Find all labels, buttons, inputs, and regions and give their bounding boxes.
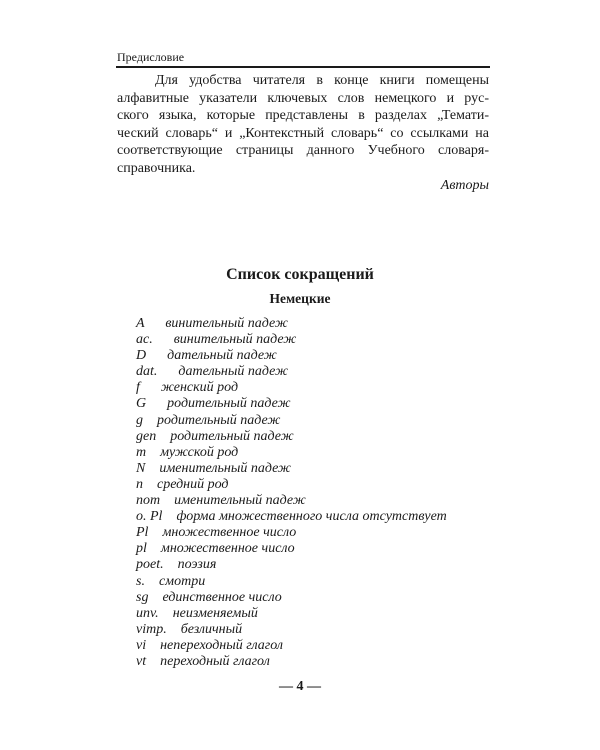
abbreviation-meaning: смотри bbox=[158, 573, 206, 589]
abbreviation-meaning: винительный падеж bbox=[173, 332, 297, 348]
abbreviation-gap bbox=[156, 429, 170, 444]
abbreviation-entry bbox=[136, 316, 447, 332]
abbreviation-gap bbox=[145, 574, 159, 589]
abbreviation-term: o. Pl bbox=[136, 509, 163, 525]
preface-paragraph bbox=[117, 72, 489, 177]
abbreviation-term: gen bbox=[136, 428, 157, 444]
abbreviation-entry bbox=[136, 606, 447, 622]
abbreviation-gap bbox=[145, 461, 159, 476]
preface-signature: Авторы bbox=[440, 178, 489, 193]
abbreviation-term: pl bbox=[136, 541, 147, 557]
abbreviation-entry bbox=[136, 590, 447, 606]
abbreviation-meaning: дательный падеж bbox=[167, 348, 277, 364]
header-rule bbox=[116, 66, 490, 68]
abbreviation-entry bbox=[136, 622, 447, 638]
abbreviation-gap bbox=[153, 332, 174, 347]
abbreviation-meaning: родительный падеж bbox=[167, 396, 291, 412]
abbreviation-meaning: форма множественного числа отсутствует bbox=[176, 509, 447, 525]
abbreviation-gap bbox=[162, 509, 176, 524]
abbreviation-entry bbox=[136, 396, 447, 412]
abbreviation-term: vi bbox=[136, 637, 147, 653]
abbreviation-term: s. bbox=[136, 573, 145, 589]
abbreviation-meaning: мужской род bbox=[160, 444, 239, 460]
abbreviation-term: ac. bbox=[136, 332, 153, 348]
abbreviation-gap bbox=[144, 316, 165, 331]
abbreviation-gap bbox=[157, 364, 178, 379]
abbreviation-term: vt bbox=[136, 653, 147, 669]
abbreviation-gap bbox=[146, 348, 167, 363]
abbreviation-meaning: родительный падеж bbox=[157, 412, 281, 428]
page-number: — 4 — bbox=[279, 679, 321, 694]
abbreviation-meaning: множественное число bbox=[162, 525, 297, 541]
abbreviation-term: vimp. bbox=[136, 621, 167, 637]
preface-line: Для удобства читателя в конце книги помещены bbox=[155, 73, 489, 88]
abbreviation-entry bbox=[136, 574, 447, 590]
abbreviation-meaning: дательный падеж bbox=[178, 364, 288, 380]
abbreviation-entry bbox=[136, 445, 447, 461]
abbreviation-meaning: безличный bbox=[180, 621, 243, 637]
abbreviation-gap bbox=[146, 445, 160, 460]
abbreviation-entry bbox=[136, 638, 447, 654]
preface-line: соответствующие страницы данного Учебного словаря- bbox=[117, 143, 489, 158]
abbreviation-term: dat. bbox=[136, 364, 158, 380]
abbreviation-term: poet. bbox=[136, 557, 164, 573]
abbreviation-gap bbox=[159, 606, 173, 621]
abbreviation-meaning: множественное число bbox=[160, 541, 295, 557]
abbreviation-gap bbox=[146, 638, 160, 653]
abbreviation-gap bbox=[140, 380, 161, 395]
abbreviation-gap bbox=[143, 477, 157, 492]
abbreviation-gap bbox=[143, 413, 157, 428]
abbreviation-entry bbox=[136, 509, 447, 525]
abbreviation-list bbox=[136, 316, 447, 670]
abbreviation-entry bbox=[136, 413, 447, 429]
abbreviation-meaning: средний род bbox=[157, 476, 229, 492]
abbreviation-meaning: переходный глагол bbox=[160, 653, 270, 669]
abbreviation-entry bbox=[136, 364, 447, 380]
preface-line: справочника. bbox=[117, 160, 196, 176]
abbreviation-entry bbox=[136, 477, 447, 493]
abbreviation-term: n bbox=[136, 476, 143, 492]
abbreviation-entry bbox=[136, 461, 447, 477]
abbreviation-term: sg bbox=[136, 589, 149, 605]
preface-line: алфавитные указатели ключевых слов немецкого и рус- bbox=[117, 90, 489, 106]
abbreviation-entry bbox=[136, 332, 447, 348]
preface-line: ческий словарь“ и „Контекстный словарь“ со ссылками на bbox=[117, 125, 489, 141]
abbreviation-entry bbox=[136, 380, 447, 396]
abbreviation-term: N bbox=[136, 460, 146, 476]
abbreviation-entry bbox=[136, 557, 447, 573]
abbreviation-meaning: поэзия bbox=[177, 557, 217, 573]
abbreviation-meaning: неизменяемый bbox=[172, 605, 258, 621]
abbreviation-meaning: единственное число bbox=[162, 589, 282, 605]
abbreviation-term: G bbox=[136, 396, 147, 412]
abbreviation-gap bbox=[146, 396, 167, 411]
abbreviation-meaning: непереходный глагол bbox=[160, 637, 283, 653]
abbreviation-entry bbox=[136, 348, 447, 364]
abbreviation-meaning: именительный падеж bbox=[159, 460, 291, 476]
abbreviation-gap bbox=[164, 557, 178, 572]
abbreviation-entry bbox=[136, 429, 447, 445]
abbreviation-gap bbox=[167, 622, 181, 637]
abbreviation-entry bbox=[136, 654, 447, 670]
abbreviation-term: nom bbox=[136, 493, 161, 509]
abbreviation-entry bbox=[136, 541, 447, 557]
section-title: Список сокращений bbox=[226, 266, 374, 283]
abbreviation-term: Pl bbox=[136, 525, 149, 541]
section-subtitle: Немецкие bbox=[269, 291, 331, 306]
abbreviation-gap bbox=[148, 525, 162, 540]
abbreviation-gap bbox=[146, 654, 160, 669]
abbreviation-gap bbox=[148, 590, 162, 605]
abbreviation-gap bbox=[160, 493, 174, 508]
abbreviation-term: f bbox=[136, 380, 140, 396]
preface-line: ского языка, которые представлены в разделах „Темати- bbox=[117, 108, 489, 123]
running-head: Предисловие bbox=[117, 50, 185, 64]
abbreviation-gap bbox=[147, 541, 161, 556]
abbreviation-term: A bbox=[136, 316, 145, 331]
abbreviation-entry bbox=[136, 525, 447, 541]
abbreviation-entry bbox=[136, 493, 447, 509]
abbreviation-term: m bbox=[136, 444, 147, 460]
abbreviation-term: g bbox=[136, 412, 143, 428]
abbreviation-meaning: винительный падеж bbox=[165, 316, 288, 331]
abbreviation-term: D bbox=[136, 348, 147, 364]
abbreviation-meaning: женский род bbox=[160, 380, 239, 396]
abbreviation-meaning: родительный падеж bbox=[170, 428, 294, 444]
abbreviation-meaning: именительный падеж bbox=[174, 493, 306, 509]
abbreviation-term: unv. bbox=[136, 605, 159, 621]
